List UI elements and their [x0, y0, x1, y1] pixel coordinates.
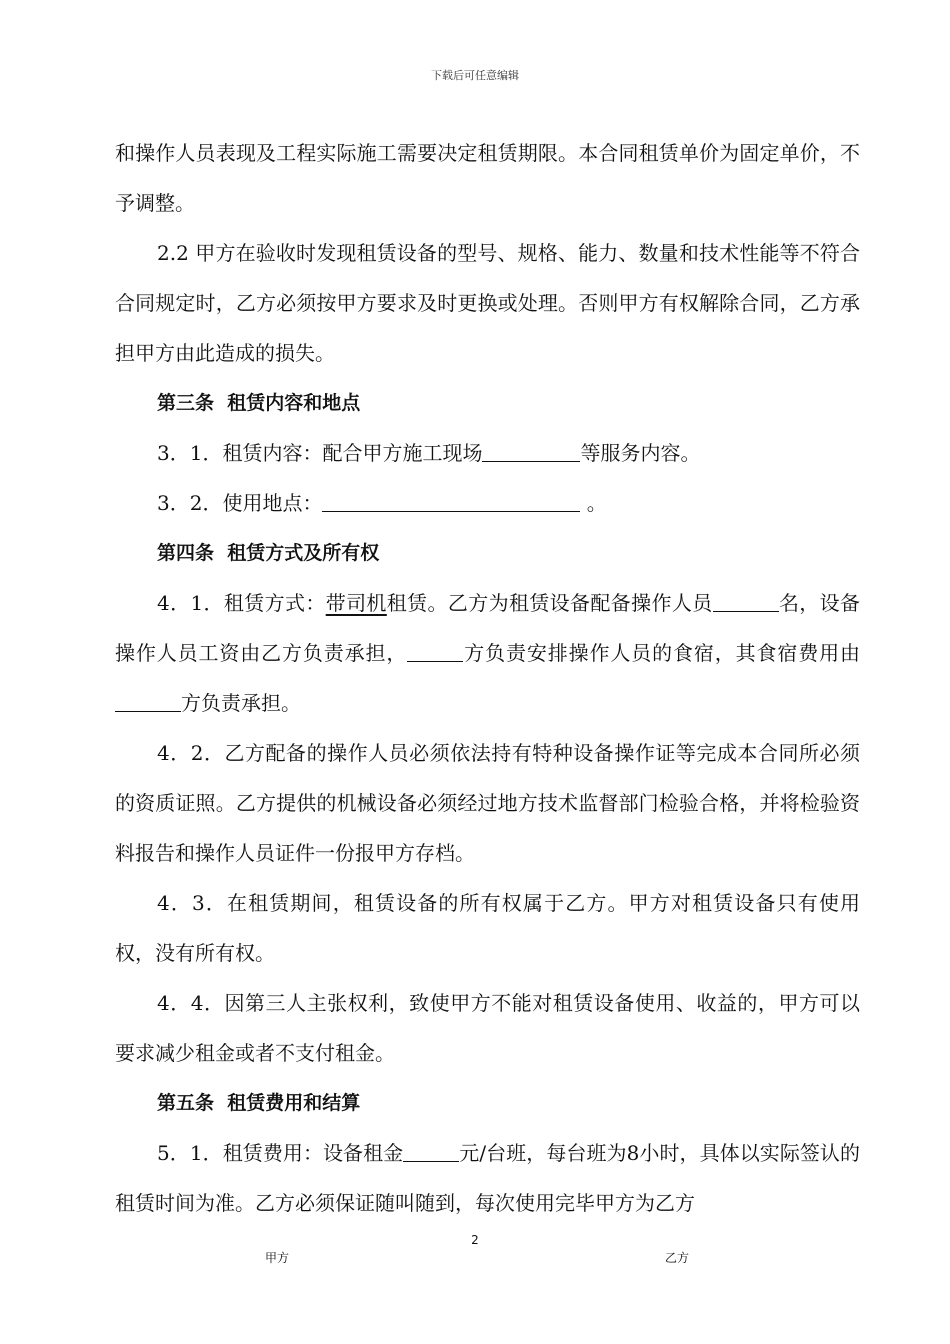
fill-blank [115, 689, 181, 712]
text: 3．2．使用地点： [157, 491, 323, 515]
fill-blank [322, 489, 580, 512]
party-a-signature-label: 甲方 [265, 1251, 290, 1265]
party-b-signature-label: 乙方 [665, 1251, 690, 1265]
header-note: 下载后可任意编辑 [431, 69, 519, 82]
text: 租赁。乙方为租赁设备配备操作人员 [386, 591, 713, 615]
text: 5．1．租赁费用：设备租金 [157, 1141, 404, 1165]
fill-blank [403, 1139, 459, 1162]
text: 4．1．租赁方式： [157, 591, 326, 615]
fill-blank [713, 589, 779, 612]
heading-article-3: 第三条 租赁内容和地点 [157, 392, 361, 414]
text: 名，设备操作人员工资由乙方负责承担， [115, 591, 861, 665]
text: 3．1．租赁内容：配合甲方施工现场 [157, 441, 483, 465]
text: 方负责承担。 [181, 691, 301, 715]
fill-blank [407, 639, 463, 662]
paragraph-4-1 [115, 578, 860, 728]
paragraph-4-4: 4．4．因第三人主张权利，致使甲方不能对租赁设备使用、收益的，甲方可以要求减少租金或者不支付租金。 [115, 991, 860, 1065]
text: 。 [580, 491, 607, 515]
text: 元/台班，每台班为8小时，具体以实际签认的租赁时间为准。乙方必须保证随叫随到，每次使用完毕甲方为乙方 [115, 1141, 860, 1215]
heading-article-4: 第四条 租赁方式及所有权 [157, 542, 380, 564]
underlined-text: 带司机 [325, 591, 387, 615]
contract-body [115, 128, 860, 1228]
page-number: 2 [471, 1233, 479, 1247]
paragraph-lease-term: 和操作人员表现及工程实际施工需要决定租赁期限。本合同租赁单价为固定单价，不予调整。 [115, 141, 860, 215]
text: 方负责安排操作人员的食宿，其食宿费用由 [463, 641, 861, 665]
paragraph-3-2 [115, 478, 860, 528]
heading-article-5: 第五条 租赁费用和结算 [157, 1092, 361, 1114]
paragraph-4-3: 4．3．在租赁期间，租赁设备的所有权属于乙方。甲方对租赁设备只有使用权，没有所有权。 [115, 891, 860, 965]
paragraph-4-2: 4．2．乙方配备的操作人员必须依法持有特种设备操作证等完成本合同所必须的资质证照。乙方提供的机械设备必须经过地方技术监督部门检验合格，并将检验资料报告和操作人员证件一份报甲方存档。 [115, 741, 860, 865]
paragraph-2-2: 2.2 甲方在验收时发现租赁设备的型号、规格、能力、数量和技术性能等不符合合同规定时，乙方必须按甲方要求及时更换或处理。否则甲方有权解除合同，乙方承担甲方由此造成的损失。 [115, 241, 860, 365]
text: 等服务内容。 [580, 441, 701, 465]
paragraph-5-1 [115, 1128, 860, 1228]
paragraph-3-1 [115, 428, 860, 478]
fill-blank [482, 439, 580, 462]
